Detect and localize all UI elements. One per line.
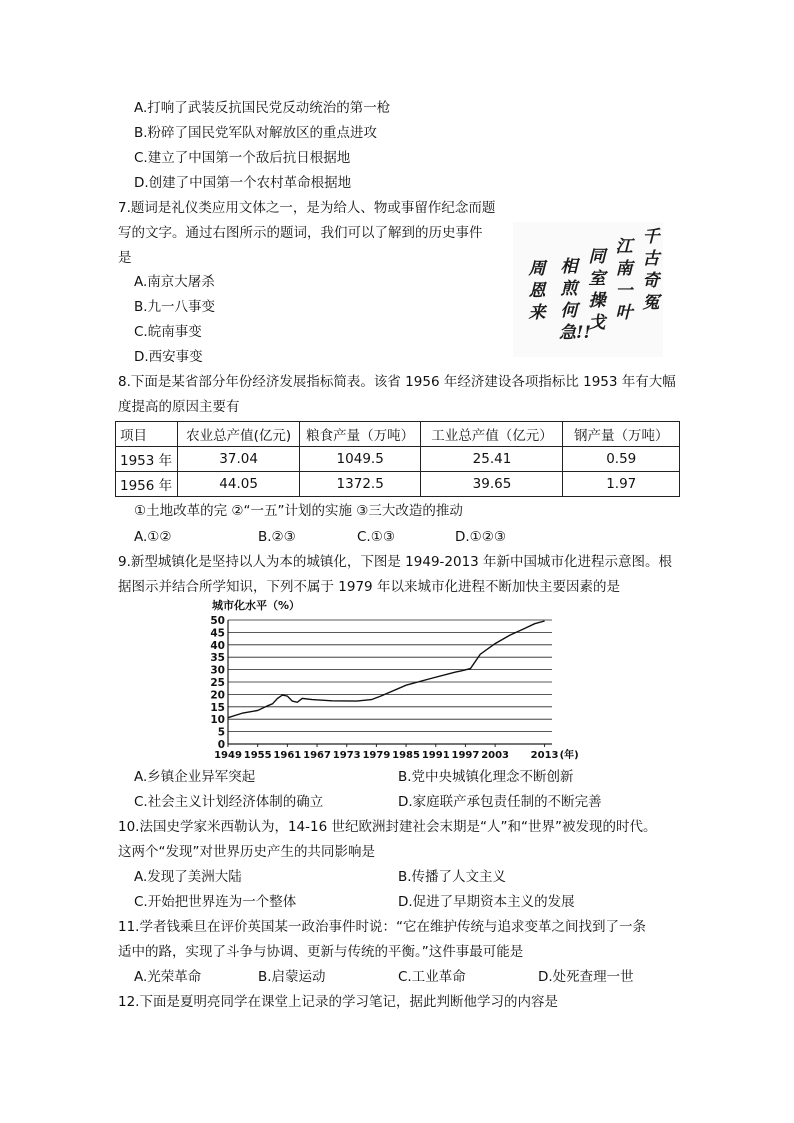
x-tick-label: 1955 — [243, 750, 272, 761]
urbanization-chart — [210, 598, 582, 762]
calligraphy-inscription — [513, 222, 663, 357]
urbanization-chart-svg — [210, 598, 582, 762]
q8-option-c: C.①③ — [357, 529, 395, 545]
q6-option-b: B.粉碎了国民党军队对解放区的重点进攻 — [134, 125, 378, 141]
calligraphy-column: 相煎何急!! — [559, 257, 591, 343]
q8-option-a: A.①② — [134, 529, 172, 545]
q10-option-c: C.开始把世界连为一个整体 — [134, 894, 297, 910]
y-tick-label: 20 — [210, 689, 225, 702]
q11-stem-line-2: 适中的路，实现了斗争与协调、更新与传统的平衡。”这件事最可能是 — [118, 944, 524, 960]
q8-stem-line-2: 度提高的原因主要有 — [118, 399, 240, 415]
x-axis-label: (年) — [559, 750, 579, 761]
x-tick-label: 1991 — [421, 750, 450, 761]
x-tick-label: 1973 — [332, 750, 361, 761]
q10-option-d: D.促进了早期资本主义的发展 — [398, 894, 575, 910]
x-tick-label: 2003 — [481, 750, 510, 761]
q12-stem: 12.下面是夏明亮同学在课堂上记录的学习笔记，据此判断他学习的内容是 — [118, 994, 558, 1010]
table-row — [116, 447, 680, 472]
q10-stem-line-2: 这两个“发现”对世界历史产生的共同影响是 — [118, 844, 375, 860]
q10-option-b: B.传播了人文主义 — [398, 869, 507, 885]
table-header: 钢产量（万吨） — [563, 422, 680, 447]
q7-stem-line-1: 7.题词是礼仪类应用文体之一，是为给人、物或事留作纪念而题 — [118, 200, 496, 216]
q11-option-d: D.处死查理一世 — [538, 969, 634, 985]
table-cell: 1956 年 — [116, 472, 178, 497]
table-cell: 25.41 — [421, 447, 563, 472]
q9-option-b: B.党中央城镇化理念不断创新 — [398, 769, 574, 785]
y-tick-label: 35 — [210, 652, 225, 665]
q8-note: ①土地改革的完 ②“一五”计划的实施 ③三大改造的推动 — [134, 503, 463, 519]
q8-option-b: B.②③ — [258, 529, 296, 545]
q7-stem-line-2: 写的文字。通过右图所示的题词，我们可以了解到的历史事件 — [118, 225, 483, 241]
q11-option-c: C.工业革命 — [398, 969, 466, 985]
y-tick-label: 0 — [217, 739, 225, 751]
q9-option-d: D.家庭联产承包责任制的不断完善 — [398, 794, 602, 810]
table-cell: 1.97 — [563, 472, 680, 497]
table-header: 项目 — [116, 422, 178, 447]
table-header: 农业总产值(亿元) — [178, 422, 300, 447]
y-tick-label: 15 — [210, 701, 225, 714]
table-cell: 44.05 — [178, 472, 300, 497]
table-header: 工业总产值（亿元） — [421, 422, 563, 447]
calligraphy-column: 江南一叶 — [615, 237, 633, 323]
q7-option-a: A.南京大屠杀 — [134, 274, 215, 290]
x-tick-label: 1949 — [214, 750, 242, 761]
x-tick-label: 2013 — [530, 750, 559, 761]
q7-option-c: C.皖南事变 — [134, 324, 202, 340]
table-cell: 37.04 — [178, 447, 300, 472]
q9-stem-line-1: 9.新型城镇化是坚持以人为本的城镇化，下图是 1949-2013 年新中国城市化进程示意图。根 — [118, 554, 673, 570]
q7-stem-line-3: 是 — [118, 250, 132, 266]
y-tick-label: 50 — [210, 615, 225, 627]
table-cell: 39.65 — [421, 472, 563, 497]
q8-stem-line-1: 8.下面是某省部分年份经济发展指标简表。该省 1956 年经济建设各项指标比 1953 年有大幅 — [118, 374, 676, 390]
q6-option-d: D.创建了中国第一个农村革命根据地 — [134, 175, 352, 191]
x-tick-label: 1967 — [303, 750, 331, 761]
table-cell: 1372.5 — [299, 472, 421, 497]
q6-option-a: A.打响了武装反抗国民党反动统治的第一枪 — [134, 100, 391, 116]
y-tick-label: 45 — [210, 627, 225, 640]
q10-stem-line-1: 10.法国史学家米西勒认为，14-16 世纪欧洲封建社会末期是“人”和“世界”被发现的时代。 — [118, 819, 657, 835]
q11-option-b: B.启蒙运动 — [258, 969, 326, 985]
calligraphy-column: 千古奇冤 — [642, 227, 660, 313]
y-tick-label: 5 — [217, 726, 225, 739]
q9-option-a: A.乡镇企业异军突起 — [134, 769, 256, 785]
table-row — [116, 472, 680, 497]
table-cell: 1049.5 — [299, 447, 421, 472]
y-tick-label: 30 — [210, 664, 225, 677]
q11-option-a: A.光荣革命 — [134, 969, 202, 985]
q6-option-c: C.建立了中国第一个敌后抗日根据地 — [134, 150, 351, 166]
q10-option-a: A.发现了美洲大陆 — [134, 869, 242, 885]
table-cell: 0.59 — [563, 447, 680, 472]
calligraphy-column: 周恩来 — [528, 259, 546, 323]
table-header-row — [116, 422, 680, 447]
chart-title: 城市化水平（%） — [212, 599, 301, 612]
table-header: 粮食产量（万吨） — [299, 422, 421, 447]
q8-option-d: D.①②③ — [455, 529, 506, 545]
x-tick-label: 1979 — [362, 750, 391, 761]
q7-option-b: B.九一八事变 — [134, 299, 216, 315]
q7-option-d: D.西安事变 — [134, 349, 203, 365]
economic-indicator-table — [115, 421, 680, 497]
x-tick-label: 1997 — [451, 750, 480, 761]
q9-stem-line-2: 据图示并结合所学知识，下列不属于 1979 年以来城市化进程不断加快主要因素的是 — [118, 579, 620, 595]
x-tick-label: 1961 — [273, 750, 302, 761]
y-tick-label: 25 — [210, 677, 225, 689]
q9-option-c: C.社会主义计划经济体制的确立 — [134, 794, 324, 810]
q11-stem-line-1: 11.学者钱乘旦在评价英国某一政治事件时说：“它在维护传统与追求变革之间找到了一条 — [118, 919, 646, 935]
y-tick-label: 10 — [210, 714, 225, 727]
x-tick-label: 1985 — [392, 750, 420, 761]
y-tick-label: 40 — [210, 639, 225, 652]
table-cell: 1953 年 — [116, 447, 178, 472]
calligraphy-column: 同室操戈 — [588, 247, 606, 333]
